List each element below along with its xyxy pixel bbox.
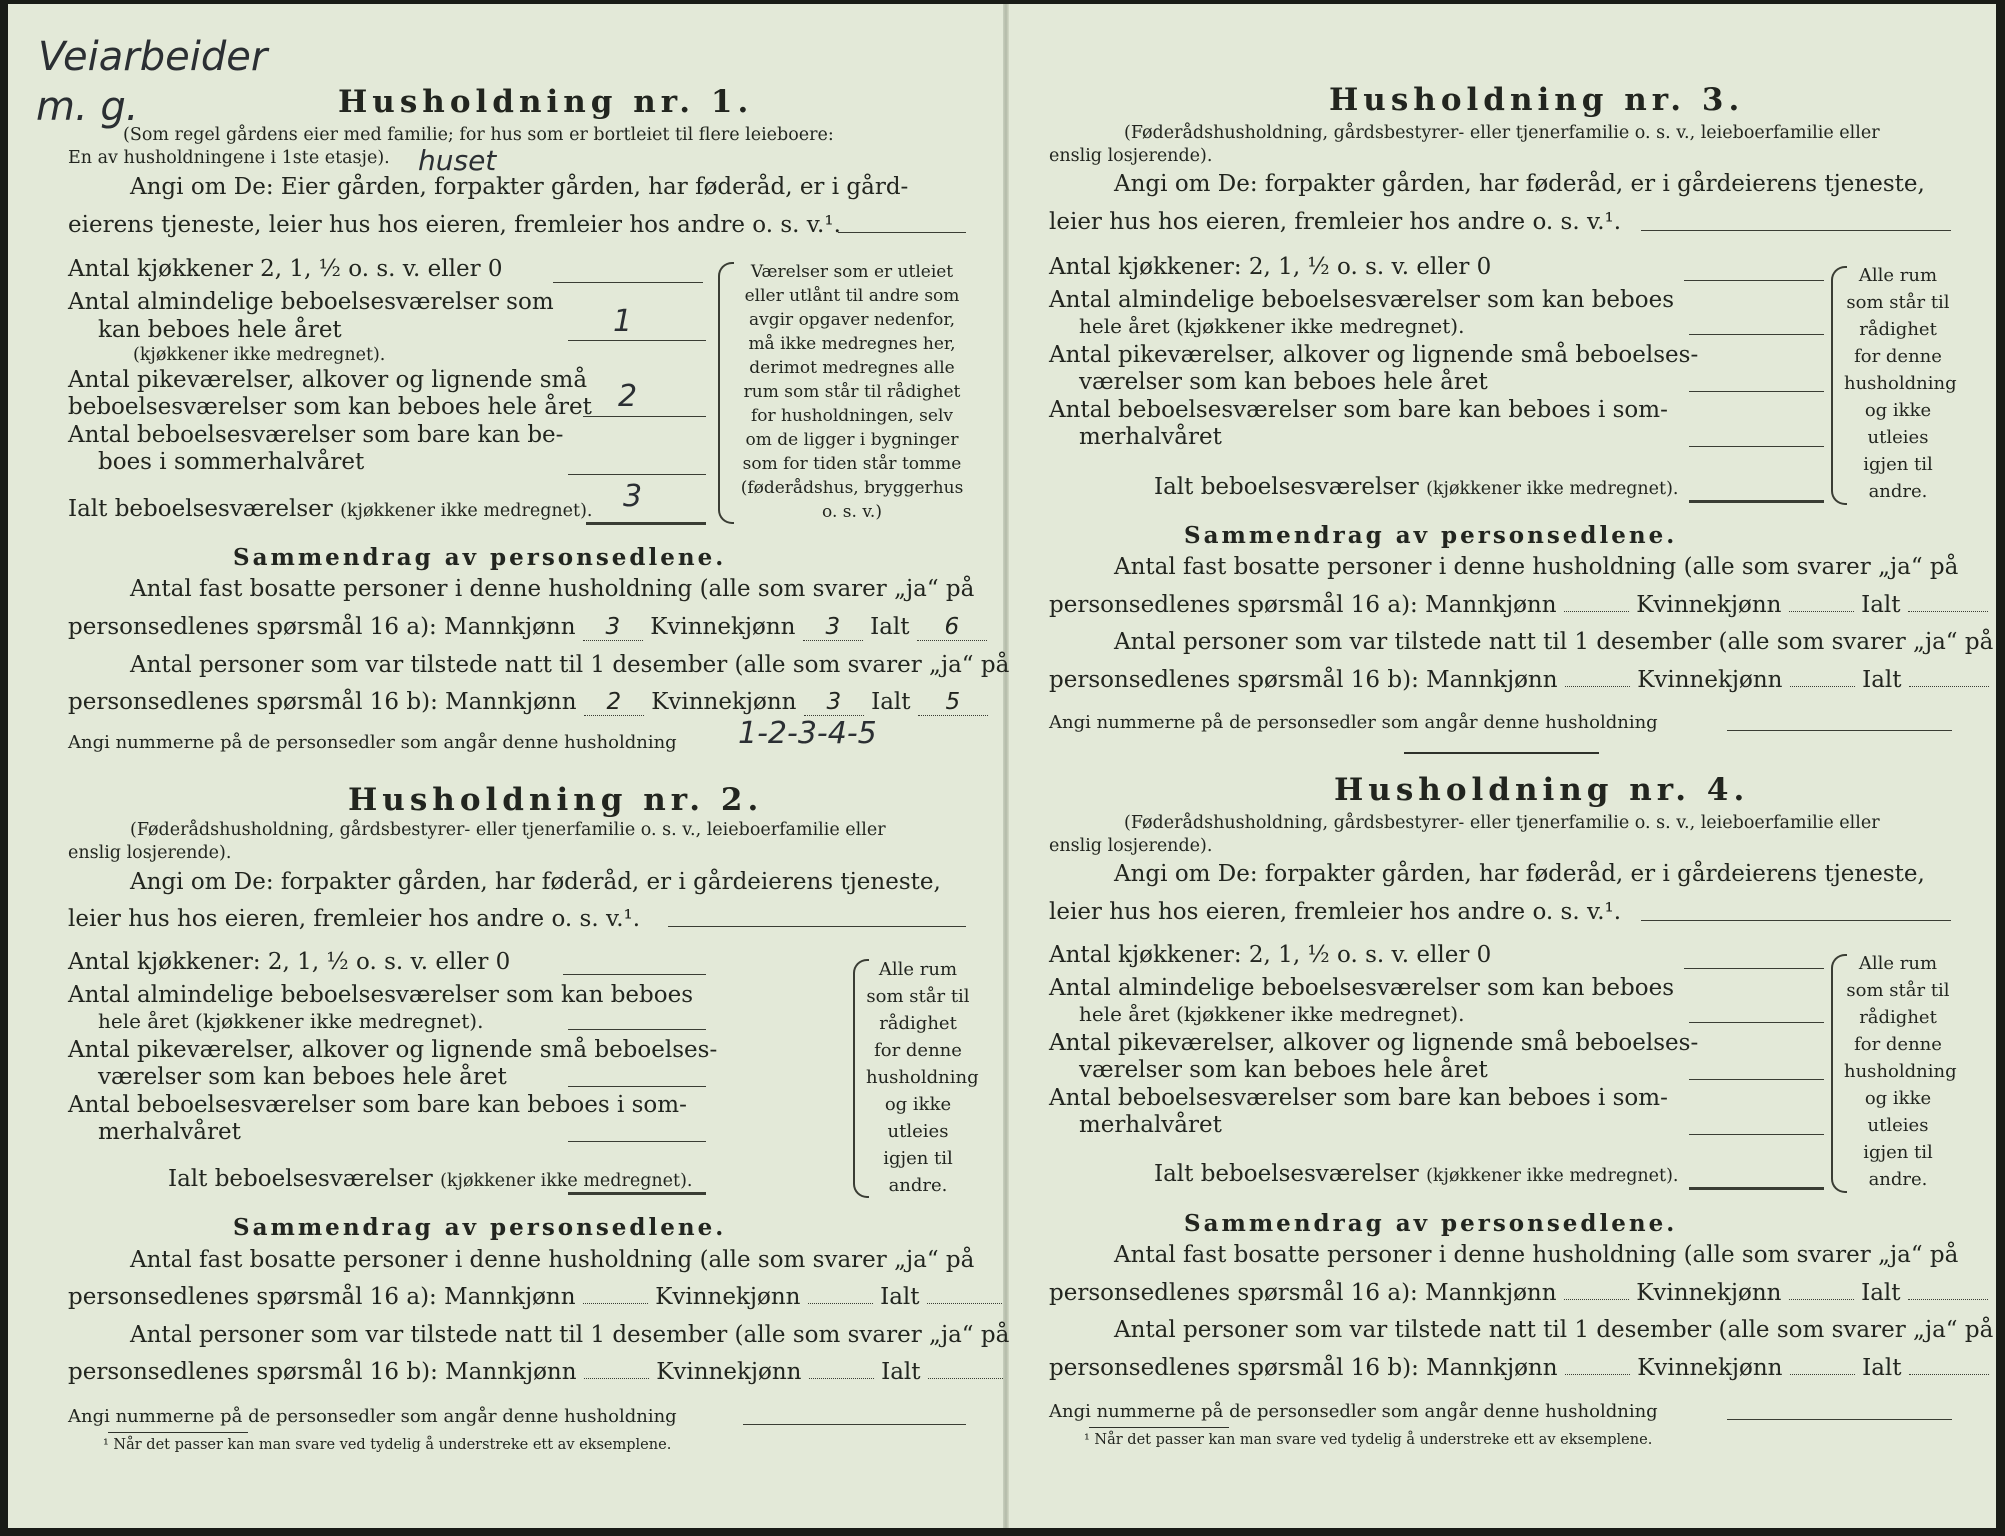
- household-3-total: [1154, 474, 1678, 500]
- household-1-s16a-line-2: [68, 614, 987, 641]
- household-1-summer-2: boes i sommerhalvåret: [98, 449, 365, 475]
- household-4-maid-blank[interactable]: [1689, 1079, 1824, 1080]
- household-2-s16b-ialt-label: Ialt: [881, 1359, 921, 1385]
- household-3-s16a-line-1: Antal fast bosatte personer i denne husholdning (alle som svarer „ja“ på: [1114, 554, 1959, 580]
- household-1-total-label: Ialt beboelsesværelser: [68, 496, 333, 522]
- household-4-numbers-blank[interactable]: [1727, 1419, 1952, 1420]
- household-1-s16b-line-1: Antal personer som var tilstede natt til 1 desember (alle som svarer „ja“ på: [130, 652, 1010, 678]
- household-4-s16a-mann-label: personsedlenes spørsmål 16 a): Mannkjønn: [1049, 1280, 1557, 1306]
- household-1-angi-line-1: Angi om De: Eier gården, forpakter gården, har føderåd, er i gård-: [130, 174, 909, 200]
- household-2-s16b-line-2: [68, 1359, 1003, 1385]
- household-1-ordinary-1: Antal almindelige beboelsesværelser som: [68, 289, 554, 315]
- household-3-summer-1: Antal beboelsesværelser som bare kan beboes i som-: [1049, 397, 1668, 423]
- household-2-total-blank[interactable]: [568, 1192, 706, 1195]
- household-3-title: Husholdning nr. 3.: [1329, 82, 1745, 118]
- household-1-numbers-label: Angi nummerne på de personsedler som angår denne husholdning: [68, 732, 677, 753]
- household-4-kitchens: Antal kjøkkener: 2, 1, ½ o. s. v. eller 0: [1049, 942, 1492, 968]
- household-3-s16a-kvinne[interactable]: [1789, 611, 1854, 612]
- household-4-s16a-kvinne-label: Kvinnekjønn: [1636, 1280, 1782, 1306]
- household-2-maid-2: værelser som kan beboes hele året: [98, 1064, 507, 1090]
- right-page: [1009, 4, 1996, 1528]
- household-2-s16a-ialt[interactable]: [927, 1303, 1002, 1304]
- household-2-ordinary-blank[interactable]: [568, 1029, 706, 1030]
- household-1-s16a-ialt[interactable]: 6: [917, 614, 987, 641]
- household-1-angi-blank[interactable]: [838, 232, 966, 233]
- household-2-brace-note: Alle rum som står til rådighet for denne husholdning og ikke utleies igjen til andre.: [866, 959, 979, 1196]
- household-1-brace-note: Værelser som er utleiet eller utlånt til andre som avgir opgaver nedenfor, må ikke medregnes her, derimot medregnes alle rum som står til rådighet for husholdningen, selv om de ligger i bygninger som for tiden står tomme (føderådshus, bryggerhus o. s. v.): [740, 262, 964, 522]
- household-2-summer-blank[interactable]: [568, 1141, 706, 1142]
- left-footnote: ¹ Når det passer kan man svare ved tydelig å understreke ett av eksemplene.: [103, 1437, 672, 1453]
- household-2-s16b-mann[interactable]: [584, 1378, 649, 1379]
- household-2-total-note: (kjøkkener ikke medregnet).: [440, 1171, 693, 1191]
- household-1-ordinary-line: [568, 340, 706, 341]
- household-3-total-blank[interactable]: [1689, 500, 1824, 503]
- household-4-angi-line-1: Angi om De: forpakter gården, har føderåd, er i gårdeierens tjeneste,: [1114, 861, 1925, 887]
- household-2-note-1: (Føderådshusholdning, gårdsbestyrer- eller tjenerfamilie o. s. v., leieboerfamilie eller: [130, 820, 886, 840]
- household-3-s16b-mann-label: personsedlenes spørsmål 16 b): Mannkjønn: [1049, 667, 1558, 693]
- household-3-s16b-ialt[interactable]: [1909, 686, 1989, 687]
- household-2-note-2: enslig losjerende).: [68, 843, 232, 863]
- household-1-s16a-line-1: Antal fast bosatte personer i denne husholdning (alle som svarer „ja“ på: [130, 576, 975, 602]
- household-3-numbers-label: Angi nummerne på de personsedler som angår denne husholdning: [1049, 712, 1658, 733]
- household-1-numbers-value[interactable]: 1-2-3-4-5: [738, 716, 877, 751]
- household-4-ordinary-1: Antal almindelige beboelsesværelser som kan beboes: [1049, 975, 1675, 1001]
- household-4-angi-blank[interactable]: [1641, 920, 1951, 921]
- household-2-total-label: Ialt beboelsesværelser: [168, 1166, 433, 1192]
- household-1-ordinary-2: kan beboes hele året: [98, 317, 342, 343]
- household-4-note-1: (Føderådshusholdning, gårdsbestyrer- eller tjenerfamilie o. s. v., leieboerfamilie eller: [1124, 813, 1880, 833]
- household-3-kitchens: Antal kjøkkener: 2, 1, ½ o. s. v. eller 0: [1049, 254, 1492, 280]
- household-4-total-blank[interactable]: [1689, 1187, 1824, 1190]
- household-2-title: Husholdning nr. 2.: [348, 782, 764, 818]
- household-1-title: Husholdning nr. 1.: [338, 84, 754, 120]
- right-footnote: ¹ Når det passer kan man svare ved tydelig å understreke ett av eksemplene.: [1084, 1432, 1653, 1448]
- household-4-numbers-label: Angi nummerne på de personsedler som angår denne husholdning: [1049, 1401, 1658, 1422]
- household-4-title: Husholdning nr. 4.: [1334, 772, 1750, 808]
- household-4-total: [1154, 1161, 1678, 1187]
- household-2-s16a-kvinne-label: Kvinnekjønn: [655, 1284, 801, 1310]
- household-1-maid-1: Antal pikeværelser, alkover og lignende små: [68, 367, 588, 393]
- household-3-note-1: (Føderådshusholdning, gårdsbestyrer- eller tjenerfamilie o. s. v., leieboerfamilie eller: [1124, 123, 1880, 143]
- household-1-angi-line-2: eierens tjeneste, leier hus hos eieren, fremleier hos andre o. s. v.¹.: [68, 212, 841, 238]
- household-4-angi-line-2: leier hus hos eieren, fremleier hos andre o. s. v.¹.: [1049, 899, 1622, 925]
- household-3-s16a-ialt[interactable]: [1908, 611, 1988, 612]
- household-2-kitchens-blank[interactable]: [563, 974, 706, 975]
- household-4-s16b-kvinne-label: Kvinnekjønn: [1637, 1355, 1783, 1381]
- household-4-summer-blank[interactable]: [1689, 1134, 1824, 1135]
- household-1-total-note: (kjøkkener ikke medregnet).: [340, 501, 593, 521]
- household-1-s16b-ialt-label: Ialt: [871, 689, 911, 715]
- household-2-ordinary-1: Antal almindelige beboelsesværelser som kan beboes: [68, 982, 694, 1008]
- margin-note-occupation: Veiarbeider: [38, 34, 268, 80]
- household-3-angi-line-2: leier hus hos eieren, fremleier hos andre o. s. v.¹.: [1049, 209, 1622, 235]
- household-4-s16b-line-1: Antal personer som var tilstede natt til 1 desember (alle som svarer „ja“ på: [1114, 1317, 1994, 1343]
- household-1-s16b-kvinne-label: Kvinnekjønn: [651, 689, 797, 715]
- household-4-s16a-ialt[interactable]: [1908, 1299, 1988, 1300]
- household-2-s16b-line-1: Antal personer som var tilstede natt til 1 desember (alle som svarer „ja“ på: [130, 1322, 1010, 1348]
- household-4-kitchens-blank[interactable]: [1684, 968, 1824, 969]
- household-4-s16a-mann[interactable]: [1564, 1299, 1629, 1300]
- household-4-summary-title: Sammendrag av personsedlene.: [1184, 1210, 1678, 1237]
- household-2-maid-1: Antal pikeværelser, alkover og lignende små beboelses-: [68, 1037, 718, 1063]
- household-1-kitchens: Antal kjøkkener 2, 1, ½ o. s. v. eller 0: [68, 256, 503, 282]
- household-3-maid-blank[interactable]: [1689, 391, 1824, 392]
- household-1-s16a-mann-label: personsedlenes spørsmål 16 a): Mannkjønn: [68, 614, 576, 640]
- household-2-angi-line-1: Angi om De: forpakter gården, har føderåd, er i gårdeierens tjeneste,: [130, 869, 941, 895]
- household-1-s16b-kvinne[interactable]: 3: [804, 689, 864, 716]
- household-4-brace-note: Alle rum som står til rådighet for denne husholdning og ikke utleies igjen til andre.: [1844, 953, 1957, 1190]
- household-1-note-2: En av husholdningene i 1ste etasje).: [68, 148, 390, 168]
- household-2-summary-title: Sammendrag av personsedlene.: [233, 1214, 727, 1241]
- household-2-numbers-label: Angi nummerne på de personsedler som angår denne husholdning: [68, 1406, 677, 1427]
- household-3-angi-line-1: Angi om De: forpakter gården, har føderåd, er i gårdeierens tjeneste,: [1114, 171, 1925, 197]
- household-4-summer-2: merhalvåret: [1079, 1112, 1222, 1138]
- margin-note-marital: m. g.: [36, 84, 139, 130]
- household-4-s16a-ialt-label: Ialt: [1861, 1280, 1901, 1306]
- household-3-total-label: Ialt beboelsesværelser: [1154, 474, 1419, 500]
- household-4-s16b-line-2: [1049, 1355, 1989, 1381]
- household-2-s16a-kvinne[interactable]: [808, 1303, 873, 1304]
- household-2-s16b-kvinne-label: Kvinnekjønn: [656, 1359, 802, 1385]
- household-2-numbers-blank[interactable]: [743, 1424, 966, 1425]
- household-1-s16a-mann[interactable]: 3: [583, 614, 643, 641]
- household-1-brace: [718, 262, 734, 524]
- household-2-s16b-mann-label: personsedlenes spørsmål 16 b): Mannkjønn: [68, 1359, 577, 1385]
- left-page: [8, 4, 1010, 1528]
- household-1-summary-title: Sammendrag av personsedlene.: [233, 544, 727, 571]
- household-4-s16b-kvinne[interactable]: [1790, 1374, 1855, 1375]
- household-1-maid-line: [583, 416, 706, 417]
- household-2-s16b-ialt[interactable]: [928, 1378, 1003, 1379]
- household-3-total-note: (kjøkkener ikke medregnet).: [1426, 479, 1679, 499]
- household-1-s16b-mann[interactable]: 2: [584, 689, 644, 716]
- household-3-angi-blank[interactable]: [1641, 230, 1951, 231]
- household-3-s16b-kvinne[interactable]: [1790, 686, 1855, 687]
- household-1-s16a-kvinne[interactable]: 3: [803, 614, 863, 641]
- household-3-s16b-line-2: [1049, 667, 1989, 693]
- household-4-summer-1: Antal beboelsesværelser som bare kan beboes i som-: [1049, 1085, 1668, 1111]
- household-4-s16a-line-1: Antal fast bosatte personer i denne husholdning (alle som svarer „ja“ på: [1114, 1242, 1959, 1268]
- household-3-s16b-line-1: Antal personer som var tilstede natt til 1 desember (alle som svarer „ja“ på: [1114, 629, 1994, 655]
- household-4-note-2: enslig losjerende).: [1049, 836, 1213, 856]
- household-4-s16b-ialt[interactable]: [1909, 1374, 1989, 1375]
- household-3-ordinary-2: hele året (kjøkkener ikke medregnet).: [1079, 314, 1465, 338]
- household-1-s16b-mann-label: personsedlenes spørsmål 16 b): Mannkjønn: [68, 689, 577, 715]
- household-4-maid-1: Antal pikeværelser, alkover og lignende små beboelses-: [1049, 1030, 1699, 1056]
- household-2-angi-line-2: leier hus hos eieren, fremleier hos andre o. s. v.¹.: [68, 906, 641, 932]
- household-4-s16b-mann-label: personsedlenes spørsmål 16 b): Mannkjønn: [1049, 1355, 1558, 1381]
- household-1-total-value[interactable]: 3: [623, 479, 643, 514]
- household-4-s16b-ialt-label: Ialt: [1862, 1355, 1902, 1381]
- household-3-numbers-blank[interactable]: [1727, 730, 1952, 731]
- household-1-s16b-ialt[interactable]: 5: [918, 689, 988, 716]
- household-3-note-2: enslig losjerende).: [1049, 146, 1213, 166]
- household-3-s16b-kvinne-label: Kvinnekjønn: [1637, 667, 1783, 693]
- household-3-s16a-kvinne-label: Kvinnekjønn: [1636, 592, 1782, 618]
- household-3-s16b-ialt-label: Ialt: [1862, 667, 1902, 693]
- household-4-maid-2: værelser som kan beboes hele året: [1079, 1057, 1488, 1083]
- household-1-s16b-line-2: [68, 689, 988, 716]
- household-4-s16a-line-2: [1049, 1280, 1988, 1306]
- household-2-s16a-ialt-label: Ialt: [880, 1284, 920, 1310]
- household-3-maid-2: værelser som kan beboes hele året: [1079, 369, 1488, 395]
- household-2-ordinary-2: hele året (kjøkkener ikke medregnet).: [98, 1009, 484, 1033]
- household-2-s16a-line-1: Antal fast bosatte personer i denne husholdning (alle som svarer „ja“ på: [130, 1247, 975, 1273]
- footnote-rule-left: [108, 1432, 248, 1433]
- household-2-kitchens: Antal kjøkkener: 2, 1, ½ o. s. v. eller 0: [68, 949, 511, 975]
- household-1-total: [68, 496, 592, 522]
- household-2-s16a-mann[interactable]: [583, 1303, 648, 1304]
- household-1-summer-blank[interactable]: [568, 474, 706, 475]
- household-4-total-note: (kjøkkener ikke medregnet).: [1426, 1166, 1679, 1186]
- census-form-sheet: [8, 4, 1996, 1528]
- household-3-kitchens-blank[interactable]: [1684, 280, 1824, 281]
- household-1-kitchens-blank[interactable]: [553, 282, 703, 283]
- household-1-ordinary-3: (kjøkkener ikke medregnet).: [133, 345, 386, 365]
- household-2-maid-blank[interactable]: [568, 1086, 706, 1087]
- household-1-note-handwritten: huset: [418, 144, 497, 177]
- household-3-summary-title: Sammendrag av personsedlene.: [1184, 522, 1678, 549]
- footnote-rule-right: [1089, 1427, 1229, 1428]
- household-2-s16b-kvinne[interactable]: [809, 1378, 874, 1379]
- household-3-summer-2: merhalvåret: [1079, 424, 1222, 450]
- household-3-brace-note: Alle rum som står til rådighet for denne husholdning og ikke utleies igjen til andre.: [1844, 265, 1957, 502]
- household-2-summer-2: merhalvåret: [98, 1119, 241, 1145]
- household-3-ordinary-1: Antal almindelige beboelsesværelser som kan beboes: [1049, 287, 1675, 313]
- household-2-s16a-mann-label: personsedlenes spørsmål 16 a): Mannkjønn: [68, 1284, 576, 1310]
- household-1-maid-2: beboelsesværelser som kan beboes hele året: [68, 394, 592, 420]
- household-3-maid-1: Antal pikeværelser, alkover og lignende små beboelses-: [1049, 342, 1699, 368]
- household-1-summer-1: Antal beboelsesværelser som bare kan be-: [68, 422, 564, 448]
- household-1-note-1: (Som regel gårdens eier med familie; for hus som er bortleiet til flere leieboere:: [123, 125, 834, 145]
- household-3-s16b-mann[interactable]: [1565, 686, 1630, 687]
- household-3-s16a-mann-label: personsedlenes spørsmål 16 a): Mannkjønn: [1049, 592, 1557, 618]
- household-4-ordinary-2: hele året (kjøkkener ikke medregnet).: [1079, 1002, 1465, 1026]
- household-4-s16a-kvinne[interactable]: [1789, 1299, 1854, 1300]
- household-2-total: [168, 1166, 692, 1192]
- household-2-s16a-line-2: [68, 1284, 1002, 1310]
- household-2-angi-blank[interactable]: [668, 926, 966, 927]
- household-4-total-label: Ialt beboelsesværelser: [1154, 1161, 1419, 1187]
- household-4-s16b-mann[interactable]: [1565, 1374, 1630, 1375]
- household-4-ordinary-blank[interactable]: [1689, 1022, 1824, 1023]
- household-3-s16a-line-2: [1049, 592, 1988, 618]
- household-1-s16a-ialt-label: Ialt: [870, 614, 910, 640]
- household-1-s16a-kvinne-label: Kvinnekjønn: [650, 614, 796, 640]
- household-1-maid-value[interactable]: 2: [618, 379, 638, 414]
- household-1-total-line: [586, 522, 706, 525]
- household-separator: [1404, 752, 1599, 754]
- household-3-s16a-mann[interactable]: [1564, 611, 1629, 612]
- household-1-ordinary-value[interactable]: 1: [613, 304, 633, 339]
- household-2-summer-1: Antal beboelsesværelser som bare kan beboes i som-: [68, 1092, 687, 1118]
- household-3-s16a-ialt-label: Ialt: [1861, 592, 1901, 618]
- household-3-ordinary-blank[interactable]: [1689, 334, 1824, 335]
- household-3-summer-blank[interactable]: [1689, 446, 1824, 447]
